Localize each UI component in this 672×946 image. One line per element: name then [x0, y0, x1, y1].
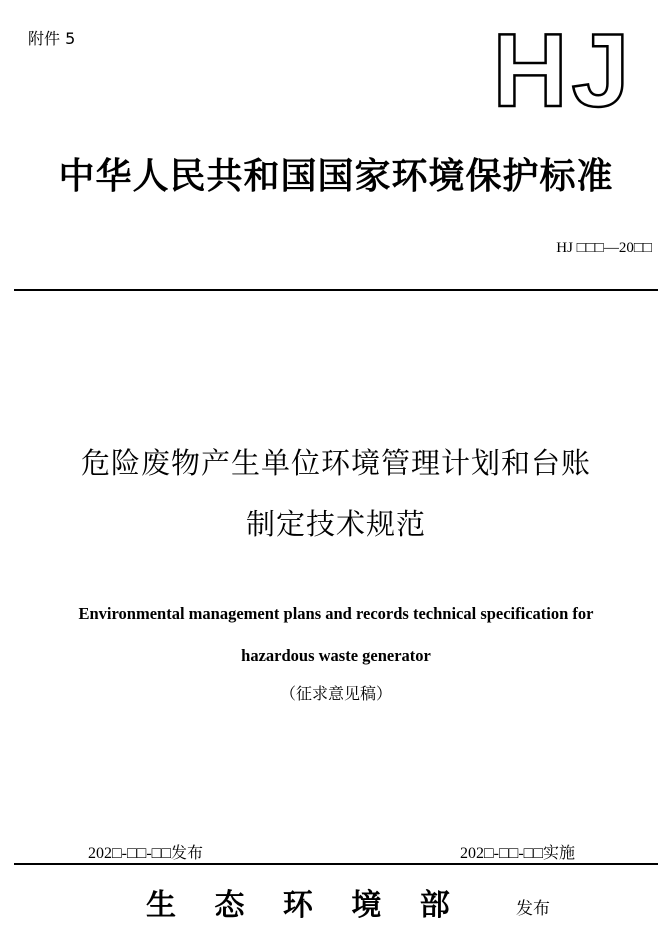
standard-number: HJ □□□—20□□: [556, 240, 652, 256]
title-en-line-2: hazardous waste generator: [241, 646, 431, 665]
annex-label: 附件 5: [28, 29, 76, 48]
top-divider: [14, 289, 658, 291]
ministry-name: 生 态 环 境 部: [146, 888, 464, 923]
standard-org-title: 中华人民共和国国家环境保护标准: [58, 155, 614, 197]
draft-status: （征求意见稿）: [279, 684, 392, 703]
title-cn-line-2: 制定技术规范: [245, 507, 426, 541]
title-cn-line-1: 危险废物产生单位环境管理计划和台账: [80, 446, 591, 480]
hj-logo-text: HJ: [492, 18, 634, 114]
hj-logo: [478, 18, 648, 114]
implement-date: 202□-□□-□□实施: [460, 845, 575, 862]
title-en-line-1: Environmental management plans and records technical specification for: [78, 604, 594, 623]
publish-label: 发布: [516, 899, 550, 919]
bottom-divider: [14, 863, 658, 865]
issue-date: 202□-□□-□□发布: [88, 845, 203, 862]
